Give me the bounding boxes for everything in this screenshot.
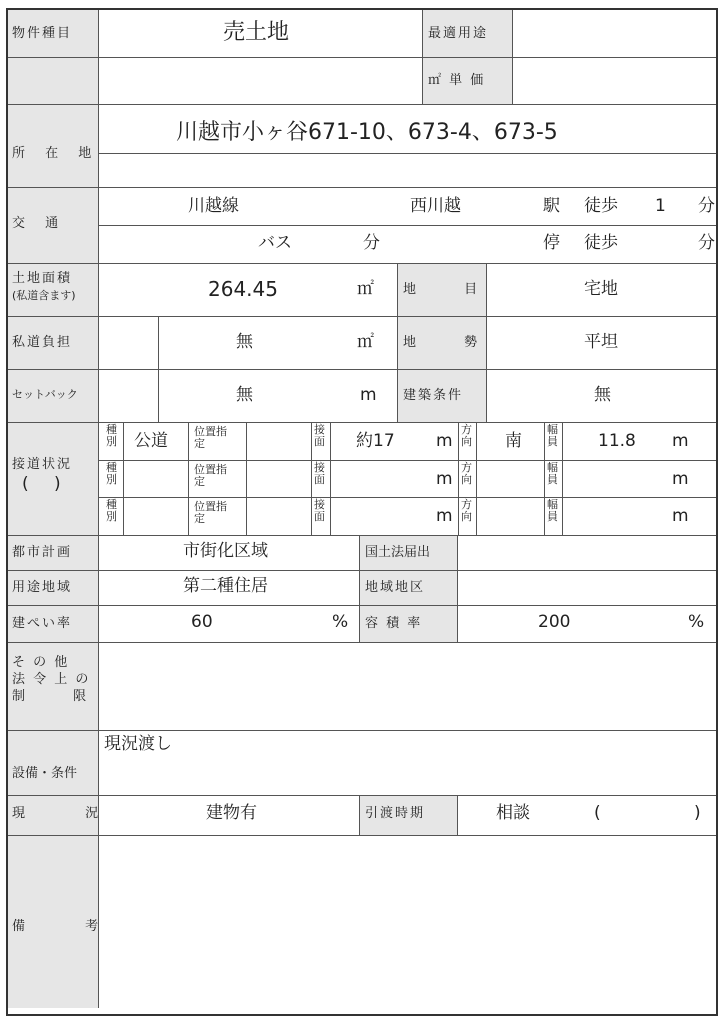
- road-width-unit: m: [672, 506, 689, 526]
- contact-label: 接面: [314, 423, 325, 448]
- road-kind-value: 公道: [134, 431, 168, 451]
- handover-paren-open: (: [594, 803, 601, 823]
- contact-label: 接面: [314, 461, 325, 486]
- city-plan-label: 都市計画: [12, 545, 73, 560]
- contact-unit: m: [436, 469, 453, 489]
- facilities-value: 現況渡し: [104, 734, 172, 754]
- land-area-sub: (私道含ます): [12, 289, 76, 302]
- position-label: 位置指定: [194, 425, 227, 450]
- zoning-value: 第二種住居: [183, 576, 268, 596]
- property-sheet: [6, 8, 718, 1016]
- road-width-value: 11.8: [598, 431, 636, 451]
- city-plan-value: 市街化区域: [183, 541, 268, 561]
- facilities-label: 設備・条件: [12, 766, 78, 781]
- status-label: 現 況: [12, 806, 107, 821]
- type-value: 売土地: [223, 20, 290, 45]
- terrain-label: 地 勢: [403, 335, 480, 350]
- width-label: 幅員: [547, 423, 558, 448]
- private-road-unit: ㎡: [357, 332, 374, 352]
- private-road-value: 無: [236, 332, 253, 352]
- terrain-value: 平坦: [584, 332, 618, 352]
- handover-value: 相談: [496, 803, 530, 823]
- contact-unit: m: [436, 431, 453, 451]
- other-label-line-1: そ の 他: [12, 655, 70, 670]
- land-area-value: 264.45: [208, 277, 278, 301]
- conditions-label: 建築条件: [403, 388, 464, 403]
- setback-unit: m: [360, 385, 377, 405]
- handover-label: 引渡時期: [365, 806, 426, 821]
- contact-label: 接面: [314, 498, 325, 523]
- minutes-unit: 分: [698, 196, 715, 216]
- bcr-label: 建ぺい率: [12, 616, 73, 631]
- bus-minutes-unit: 分: [363, 233, 380, 253]
- setback-label: セットバック: [12, 388, 78, 401]
- position-label: 位置指定: [194, 463, 227, 488]
- location-value: 川越市小ヶ谷671-10、673-4、673-5: [176, 120, 558, 145]
- chimoku-value: 宅地: [584, 279, 618, 299]
- walk-label: 徒歩: [584, 196, 618, 216]
- land-area-unit: ㎡: [357, 279, 374, 299]
- direction-label: 方向: [461, 423, 472, 448]
- contact-length: 約17: [356, 431, 395, 451]
- walk-minutes: 1: [655, 196, 666, 216]
- far-label: 容 積 率: [365, 616, 423, 631]
- chimoku-label: 地 目: [403, 282, 480, 297]
- direction-label: 方向: [461, 461, 472, 486]
- location-label: 所 在 地: [12, 146, 100, 161]
- bcr-value: 60: [191, 612, 213, 632]
- other-label-line-2: 法 令 上 の: [12, 672, 91, 687]
- zoning-label: 用途地域: [12, 580, 73, 595]
- road-access-paren: ( ): [22, 474, 61, 494]
- transport-label: 交 通: [12, 216, 67, 231]
- station-name: 西川越: [410, 196, 461, 216]
- road-width-unit: m: [672, 469, 689, 489]
- district-label: 地域地区: [365, 580, 426, 595]
- far-unit: %: [688, 612, 705, 632]
- station-suffix: 駅: [543, 196, 560, 216]
- handover-paren-close: ): [694, 803, 701, 823]
- kind-label: 種別: [106, 461, 117, 486]
- walk2-unit: 分: [698, 233, 715, 253]
- direction-label: 方向: [461, 498, 472, 523]
- bus-label: バス: [258, 233, 292, 253]
- land-law-label: 国土法届出: [365, 545, 431, 560]
- setback-value: 無: [236, 385, 253, 405]
- road-width-unit: m: [672, 431, 689, 451]
- direction-value: 南: [505, 431, 522, 451]
- unit-price-label: ㎡ 単 価: [428, 73, 486, 88]
- other-label-line-3: 制 限: [12, 689, 89, 704]
- road-access-label: 接道状況: [12, 457, 73, 472]
- conditions-value: 無: [594, 385, 611, 405]
- bcr-unit: %: [332, 612, 349, 632]
- private-road-label: 私道負担: [12, 335, 73, 350]
- land-area-label: 土地面積: [12, 271, 73, 286]
- best-use-label: 最適用途: [428, 26, 489, 41]
- line-name: 川越線: [188, 196, 239, 216]
- far-value: 200: [538, 612, 571, 632]
- position-label: 位置指定: [194, 500, 227, 525]
- walk2-label: 徒歩: [584, 233, 618, 253]
- kind-label: 種別: [106, 423, 117, 448]
- status-value: 建物有: [206, 803, 257, 823]
- remarks-label: 備 考: [12, 919, 107, 934]
- kind-label: 種別: [106, 498, 117, 523]
- type-label: 物件種目: [12, 26, 73, 41]
- stop-label: 停: [543, 233, 560, 253]
- contact-unit: m: [436, 506, 453, 526]
- width-label: 幅員: [547, 498, 558, 523]
- width-label: 幅員: [547, 461, 558, 486]
